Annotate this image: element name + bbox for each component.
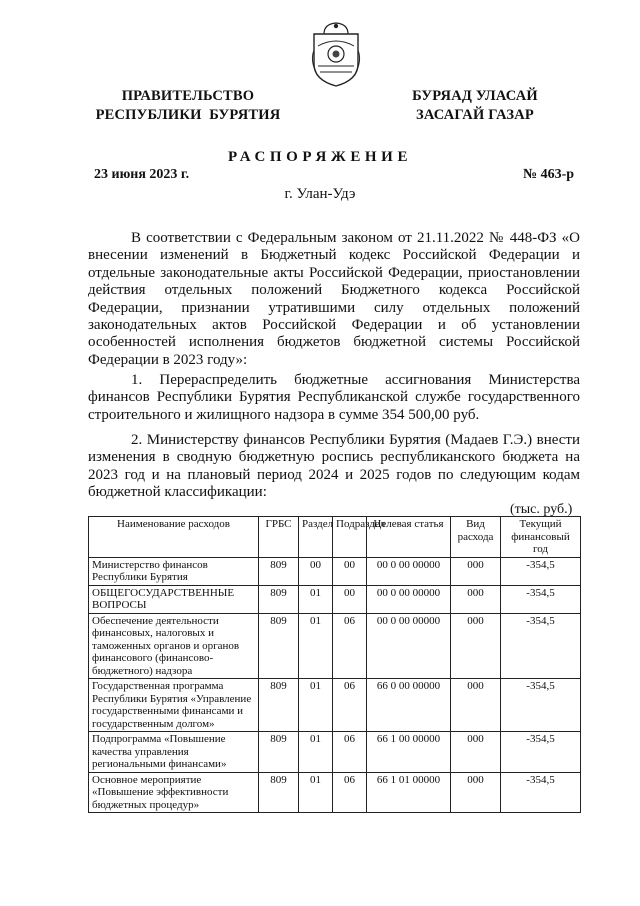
cell-razdel: 00 [299,557,333,585]
cell-podrazdel: 06 [333,772,367,813]
item-1-paragraph: 1. Перераспределить бюджетные ассигнования Министерства финансов Республики Бурятия Республиканской службе государственного строительного и жилищного надзора в сумме 354 500,00 руб. [88,372,580,423]
issuer-line-2: ЗАСАГАЙ ГАЗАР [416,107,534,123]
cell-expense-type: 000 [451,585,501,613]
cell-sum: -354,5 [501,585,581,613]
document-city: г. Улан-Удэ [284,186,356,202]
cell-target-article: 66 0 00 00000 [367,679,451,732]
cell-target-article: 00 0 00 00000 [367,557,451,585]
table-row [89,732,581,773]
col-header-target-article: Целевая статья [367,517,451,558]
cell-razdel: 01 [299,613,333,679]
col-header-razdel: Раздел [299,517,333,558]
cell-expense-type: 000 [451,557,501,585]
cell-podrazdel: 06 [333,679,367,732]
cell-sum: -354,5 [501,772,581,813]
cell-name: Подпрограмма «Повышение качества управления региональными финансами» [89,732,259,773]
cell-expense-type: 000 [451,679,501,732]
table-row [89,585,581,613]
cell-grbs: 809 [259,679,299,732]
cell-grbs: 809 [259,613,299,679]
issuer-name-buryat [390,87,560,125]
cell-grbs: 809 [259,772,299,813]
document-number: № 463-р [523,167,575,182]
table-row [89,613,581,679]
table-row [89,557,581,585]
cell-sum: -354,5 [501,732,581,773]
col-header-name: Наименование расходов [89,517,259,558]
col-header-podrazdel: Подраздел [333,517,367,558]
col-header-current-year: Текущий финансовый год [501,517,581,558]
issuer-line-1: ПРАВИТЕЛЬСТВО [121,88,255,104]
table-row [89,772,581,813]
cell-target-article: 00 0 00 00000 [367,613,451,679]
cell-podrazdel: 00 [333,557,367,585]
cell-razdel: 01 [299,585,333,613]
cell-podrazdel: 00 [333,585,367,613]
cell-expense-type: 000 [451,772,501,813]
cell-grbs: 809 [259,557,299,585]
cell-target-article: 66 1 00 00000 [367,732,451,773]
cell-grbs: 809 [259,732,299,773]
cell-grbs: 809 [259,585,299,613]
cell-name: Обеспечение деятельности финансовых, налоговых и таможенных органов и органов финансового (финансово-бюджетного) надзора [89,613,259,679]
budget-table [88,516,581,813]
cell-sum: -354,5 [501,679,581,732]
issuer-line-1: БУРЯАД УЛАСАЙ [412,88,538,104]
preamble-paragraph: В соответствии с Федеральным законом от 21.11.2022 № 448-ФЗ «О внесении изменений в Бюджетный кодекс Российской Федерации и отдельные законодательные акты Российской Федерации, приостановлении действия отдельных положений Бюджетного кодекса Российской Федерации, признании утратившими силу отдельных положений законодательных актов Российской Федерации и об установлении особенностей исполнения бюджетов бюджетной системы Российской Федерации в 2023 году»: [88,230,580,368]
units-label: (тыс. руб.) [510,502,573,517]
cell-razdel: 01 [299,679,333,732]
col-header-expense-type: Вид расхода [451,517,501,558]
cell-podrazdel: 06 [333,613,367,679]
cell-sum: -354,5 [501,613,581,679]
cell-target-article: 66 1 01 00000 [367,772,451,813]
table-header-row [89,517,581,558]
cell-name: ОБЩЕГОСУДАРСТВЕННЫЕ ВОПРОСЫ [89,585,259,613]
cell-target-article: 00 0 00 00000 [367,585,451,613]
cell-expense-type: 000 [451,613,501,679]
cell-name: Государственная программа Республики Бурятия «Управление государственными финансами и государственным долгом» [89,679,259,732]
cell-expense-type: 000 [451,732,501,773]
issuer-name-russian [90,87,286,125]
document-title: РАСПОРЯЖЕНИЕ [227,149,413,165]
issuer-line-2: РЕСПУБЛИКИ БУРЯТИЯ [95,107,281,123]
table-row [89,679,581,732]
cell-podrazdel: 06 [333,732,367,773]
item-2-paragraph: 2. Министерству финансов Республики Бурятия (Мадаев Г.Э.) внести изменения в сводную бюджетную роспись республиканского бюджета на 2023 год и на плановый период 2024 и 2025 годов по следующим кодам бюджетной классификации: [88,432,580,501]
coat-of-arms-icon [310,20,362,88]
col-header-grbs: ГРБС [259,517,299,558]
cell-razdel: 01 [299,772,333,813]
cell-name: Министерство финансов Республики Бурятия [89,557,259,585]
cell-razdel: 01 [299,732,333,773]
cell-name: Основное мероприятие «Повышение эффективности бюджетных процедур» [89,772,259,813]
document-date: 23 июня 2023 г. [94,167,190,182]
cell-sum: -354,5 [501,557,581,585]
